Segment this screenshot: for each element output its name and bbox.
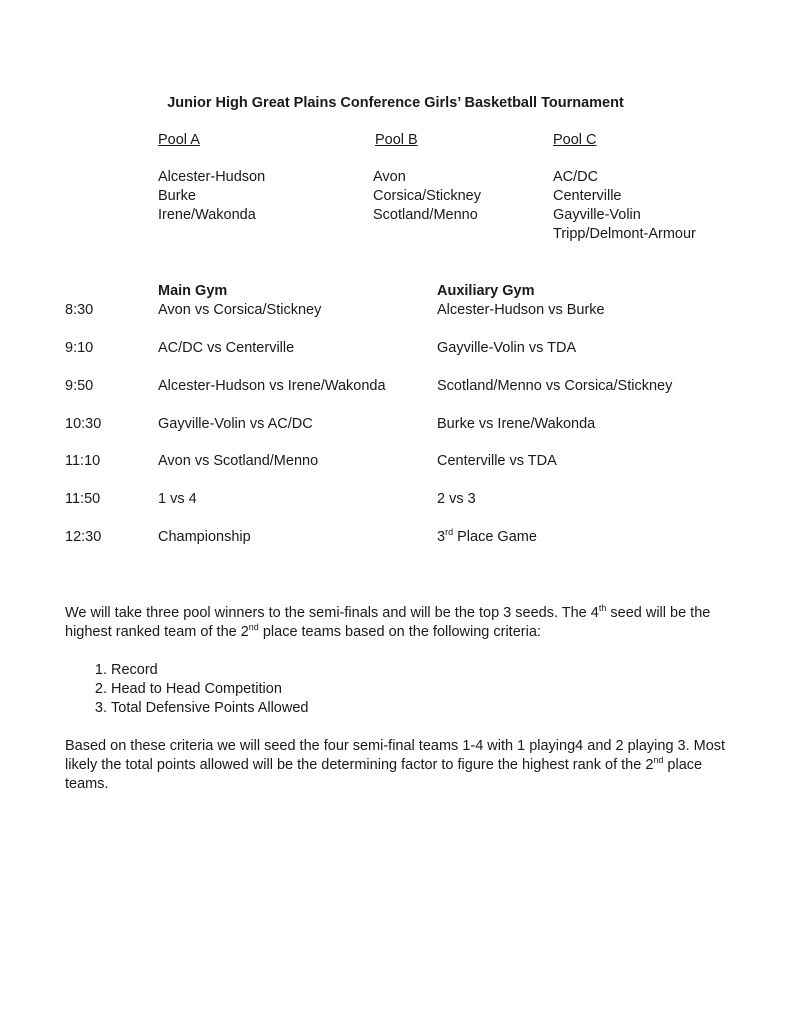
para1-text-2: seed will be the highest ranked team of the 2 — [65, 605, 711, 640]
schedule-main-game: Avon vs Scotland/Menno — [158, 453, 319, 469]
pool-team: Gayville-Volin — [553, 207, 641, 223]
aux-gym-heading: Auxiliary Gym — [437, 283, 535, 299]
conclusion-paragraph — [65, 737, 745, 794]
aux-game-ordinal: rd — [445, 527, 454, 538]
para1-sup-1: th — [598, 603, 607, 614]
schedule-main-game: Championship — [158, 529, 251, 545]
criteria-item: 1. Record — [111, 661, 308, 680]
schedule-aux-game: Scotland/Menno vs Corsica/Stickney — [437, 378, 673, 394]
schedule-time: 9:50 — [65, 378, 94, 394]
schedule-aux-game: 2 vs 3 — [437, 491, 476, 507]
main-gym-heading: Main Gym — [158, 283, 228, 299]
schedule-aux-game: Gayville-Volin vs TDA — [437, 340, 577, 356]
pool-team: Burke — [158, 188, 196, 204]
pool-team: Centerville — [553, 188, 622, 204]
schedule-main-game: 1 vs 4 — [158, 491, 197, 507]
para2-text-2: place teams. — [65, 757, 703, 792]
criteria-item: 2. Head to Head Competition — [111, 680, 308, 699]
schedule-main-game: Alcester-Hudson vs Irene/Wakonda — [158, 378, 386, 394]
schedule-time: 11:10 — [65, 453, 101, 469]
para1-text-3: place teams based on the following criteria: — [258, 624, 541, 640]
schedule-time: 12:30 — [65, 529, 102, 545]
pool-c-heading: Pool C — [553, 132, 597, 148]
seeding-paragraph — [65, 604, 745, 642]
pool-team: Avon — [373, 169, 406, 185]
aux-game-number: 3 — [437, 529, 446, 545]
page-title: Junior High Great Plains Conference Girls’ Basketball Tournament — [167, 95, 624, 111]
para2-text-1: Based on these criteria we will seed the four semi-final teams 1-4 with 1 playing4 and 2 playing 3. Most likely the total points allowed will be the determining factor to figure the highest rank of the 2 — [65, 738, 726, 773]
schedule-main-game: AC/DC vs Centerville — [158, 340, 295, 356]
para1-text-1: We will take three pool winners to the semi-finals and will be the top 3 seeds. The 4 — [65, 605, 599, 621]
schedule-time: 9:10 — [65, 340, 94, 356]
criteria-item: 3. Total Defensive Points Allowed — [111, 699, 308, 718]
schedule-main-game: Gayville-Volin vs AC/DC — [158, 416, 313, 432]
schedule-main-game: Avon vs Corsica/Stickney — [158, 302, 322, 318]
pool-b-heading: Pool B — [375, 132, 418, 148]
schedule-aux-game: Centerville vs TDA — [437, 453, 557, 469]
schedule-time: 11:50 — [65, 491, 101, 507]
aux-game-rest: Place Game — [453, 529, 537, 545]
pool-team: Irene/Wakonda — [158, 207, 256, 223]
schedule-aux-game — [437, 528, 537, 547]
pool-team: Scotland/Menno — [373, 207, 478, 223]
para2-sup-1: nd — [653, 755, 664, 766]
para1-sup-2: nd — [248, 622, 259, 633]
schedule-aux-game: Alcester-Hudson vs Burke — [437, 302, 605, 318]
schedule-time: 10:30 — [65, 416, 102, 432]
schedule-aux-game: Burke vs Irene/Wakonda — [437, 416, 596, 432]
pool-team: Alcester-Hudson — [158, 169, 266, 185]
pool-team: Corsica/Stickney — [373, 188, 481, 204]
pool-team: Tripp/Delmont-Armour — [553, 226, 696, 242]
criteria-list — [65, 661, 308, 718]
pool-team: AC/DC — [553, 169, 599, 185]
schedule-time: 8:30 — [65, 302, 94, 318]
pool-a-heading: Pool A — [158, 132, 200, 148]
